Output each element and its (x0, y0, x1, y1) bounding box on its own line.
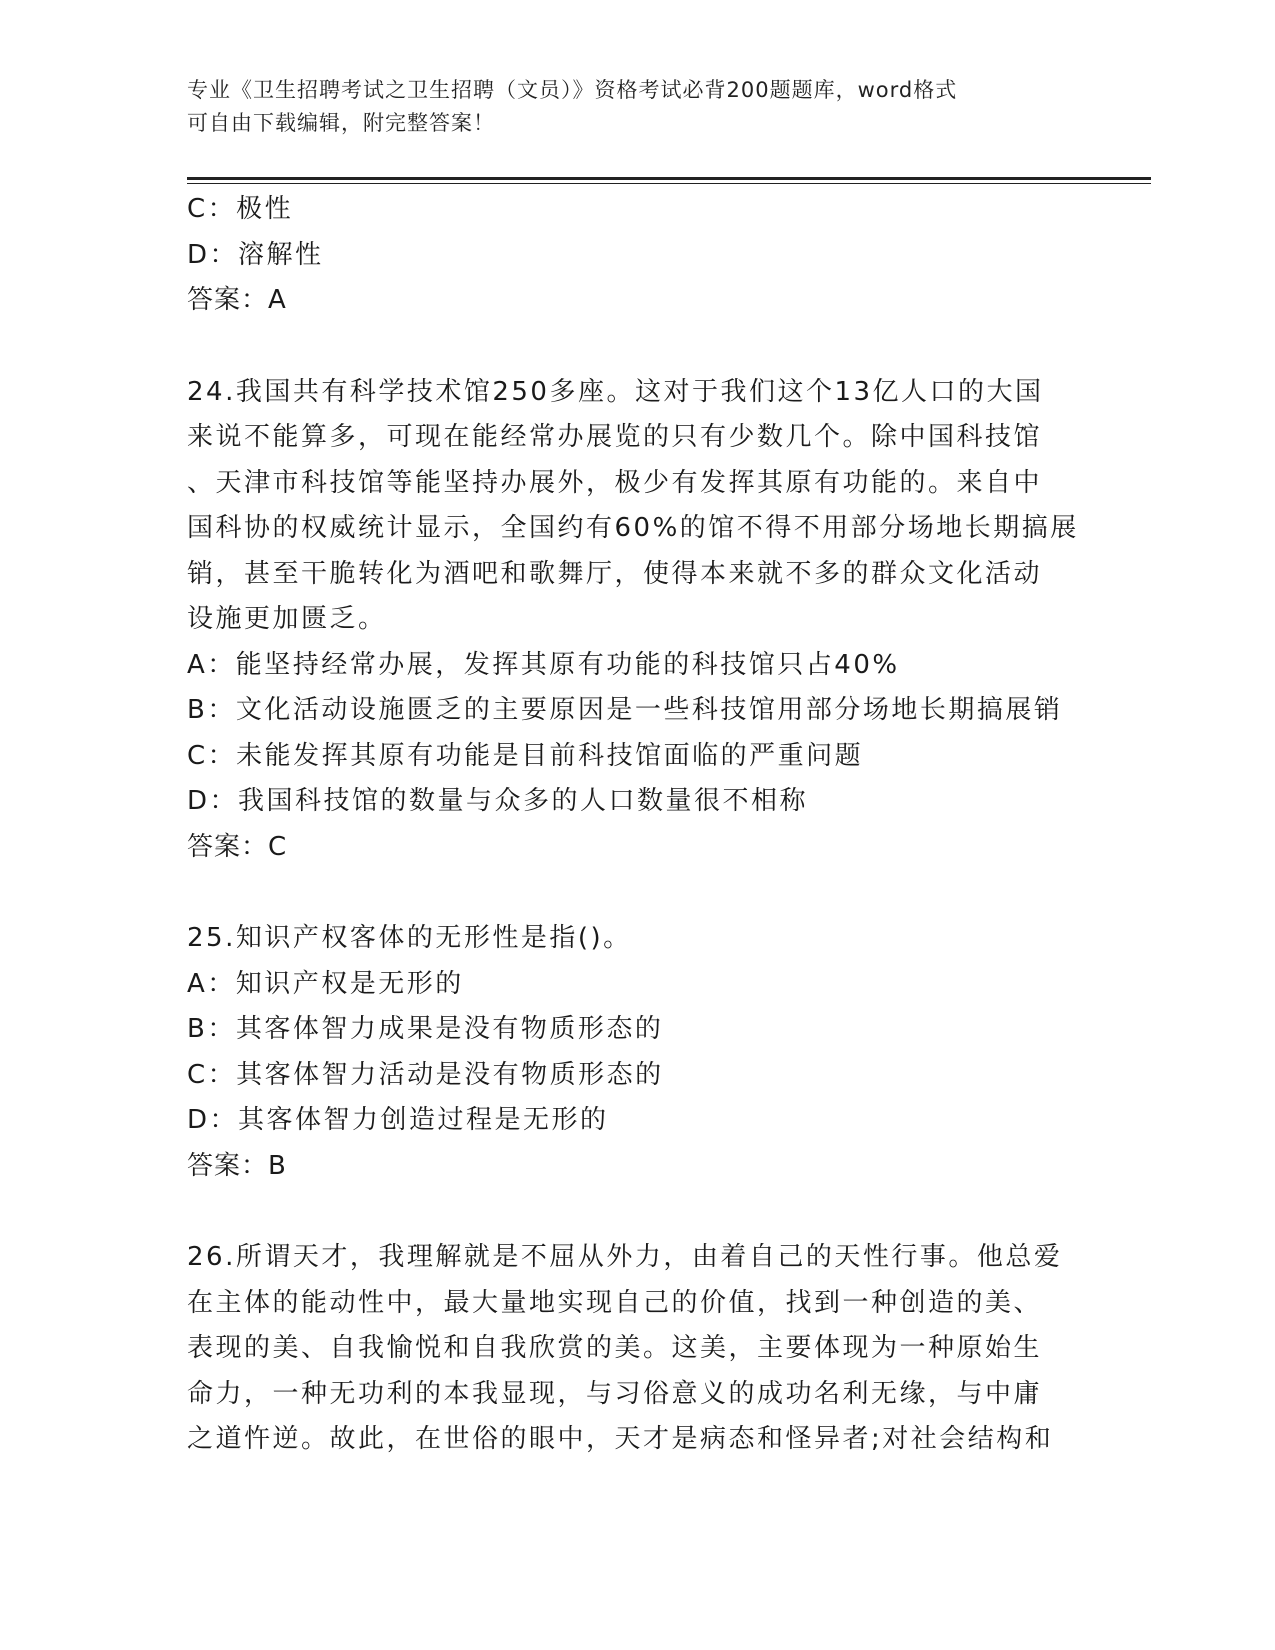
question-stem-line: 24.我国共有科学技术馆250多座。这对于我们这个13亿人口的大国 (187, 376, 1044, 407)
question-25 (187, 916, 1087, 1189)
option-d: D：其客体智力创造过程是无形的 (187, 1105, 609, 1135)
option-b: B：其客体智力成果是没有物质形态的 (187, 1014, 664, 1044)
header-divider-thin (187, 183, 1151, 184)
question-stem-line: 来说不能算多，可现在能经常办展览的只有少数几个。除中国科技馆 (187, 422, 1043, 452)
question-23-tail (187, 187, 1087, 324)
header-line-2: 可自由下载编辑，附完整答案！ (187, 111, 495, 135)
question-stem-line: 国科协的权威统计显示，全国约有60%的馆不得不用部分场地长期搞展 (187, 513, 1079, 543)
question-stem-line: 设施更加匮乏。 (187, 604, 387, 634)
question-stem-line: 在主体的能动性中，最大量地实现自己的价值，找到一种创造的美、 (187, 1287, 1043, 1318)
option-c: C：其客体智力活动是没有物质形态的 (187, 1059, 664, 1090)
question-stem-line: 之道忤逆。故此，在世俗的眼中，天才是病态和怪异者;对社会结构和 (187, 1424, 1054, 1454)
answer: 答案：C (187, 831, 288, 862)
option-b: B：文化活动设施匮乏的主要原因是一些科技馆用部分场地长期搞展销 (187, 695, 1063, 725)
question-stem-line: 销，甚至干脆转化为酒吧和歌舞厅，使得本来就不多的群众文化活动 (187, 558, 1043, 589)
question-24 (187, 370, 1087, 871)
option-c: C：未能发挥其原有功能是目前科技馆面临的严重问题 (187, 740, 864, 771)
option-a: A：能坚持经常办展，发挥其原有功能的科技馆只占40% (187, 649, 900, 680)
answer: 答案：A (187, 285, 287, 315)
option-d: D：我国科技馆的数量与众多的人口数量很不相称 (187, 786, 809, 816)
option-a: A：知识产权是无形的 (187, 968, 464, 999)
question-stem-line: 26.所谓天才，我理解就是不屈从外力，由着自己的天性行事。他总爱 (187, 1242, 1063, 1272)
question-stem-line: 命力，一种无功利的本我显现，与习俗意义的成功名利无缘，与中庸 (187, 1378, 1043, 1409)
option-c: C：极性 (187, 194, 294, 224)
question-stem-line: 表现的美、自我愉悦和自我欣赏的美。这美，主要体现为一种原始生 (187, 1333, 1043, 1363)
answer: 答案：B (187, 1150, 287, 1181)
option-d: D：溶解性 (187, 239, 324, 270)
document-header (187, 74, 1087, 140)
question-content (187, 187, 1087, 1463)
header-line-1: 专业《卫生招聘考试之卫生招聘（文员）》资格考试必背200题题库，word格式 (187, 78, 958, 102)
question-stem-line: 、天津市科技馆等能坚持办展外，极少有发挥其原有功能的。来自中 (187, 467, 1043, 498)
question-stem: 25.知识产权客体的无形性是指()。 (187, 923, 632, 953)
question-26 (187, 1235, 1087, 1463)
header-divider-thick (187, 177, 1151, 180)
